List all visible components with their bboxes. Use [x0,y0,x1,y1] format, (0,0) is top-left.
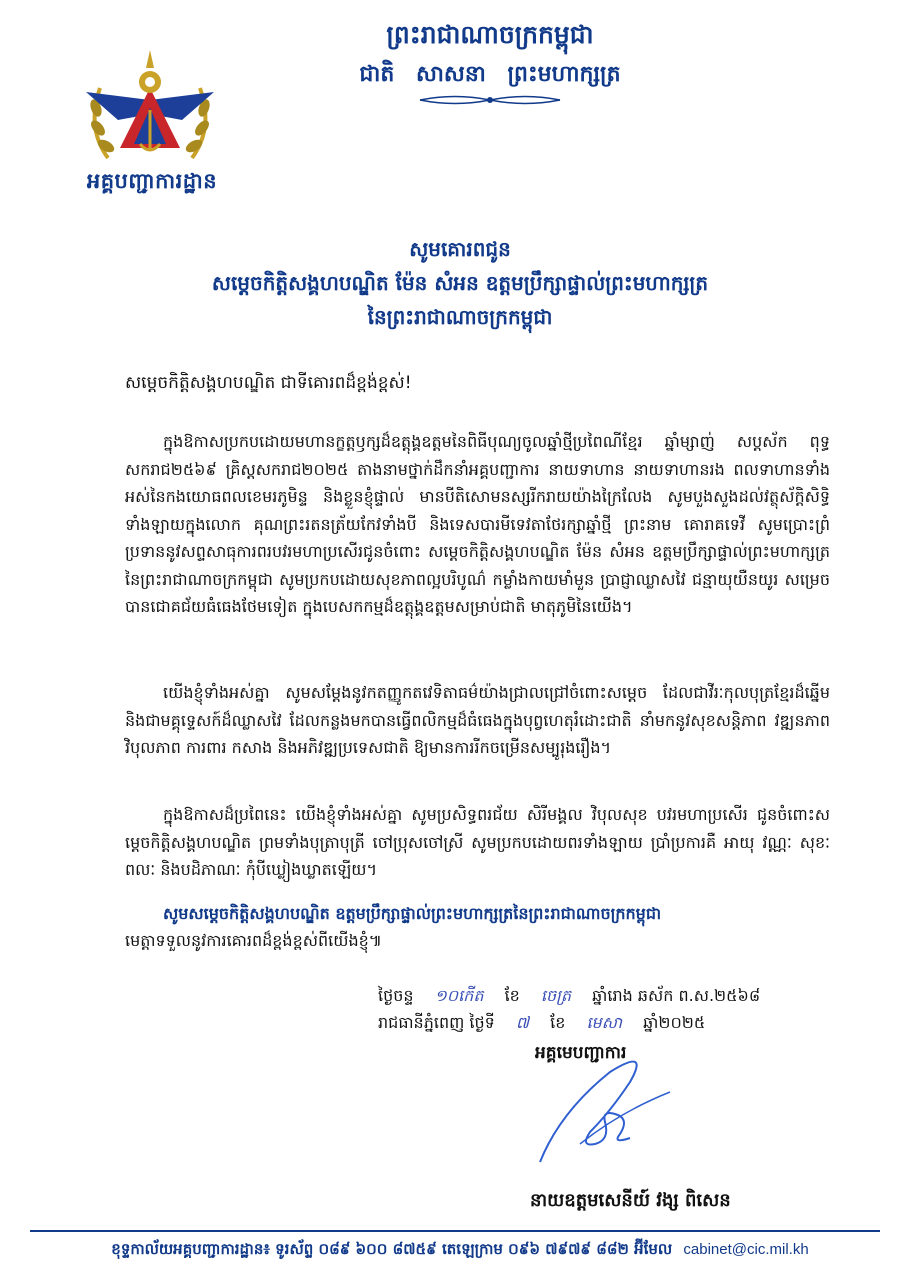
kingdom-title: ព្រះរាជាណាចក្រកម្ពុជា [386,20,594,49]
lunar-year: ឆ្នាំរោង ឆស័ក ព.ស.២៥៦៨ [592,986,761,1005]
lunar-date-line [378,985,760,1009]
body-paragraph-3: ក្នុងឱកាសដ៏ប្រពៃនេះ យើងខ្ញុំទាំងអស់គ្នា សូមប្រសិទ្ធពរជ័យ សិរីមង្គល វិបុលសុខ បវរមហាប្រសើរ ជូនចំពោះសម្តេចកិត្តិសង្គហបណ្ឌិត ព្រមទាំងបុត្រាបុត្រី ចៅប្រុសចៅស្រី សូមប្រកបដោយពរទាំងឡាយ ប្រាំប្រការគឺ អាយុ វណ្ណៈ សុខៈ ពលៈ និងបដិភាណៈ កុំបីឃ្លៀងឃ្លាតឡើយ។ [125,805,830,879]
solar-date-line [378,1012,705,1036]
lunar-day: ១០កើត [434,986,484,1005]
footer-contact [40,1240,880,1262]
body-paragraph-2: យើងខ្ញុំទាំងអស់គ្នា សូមសម្តែងនូវកតញ្ញូកតវេទិតាធម៌យ៉ាងជ្រាលជ្រៅចំពោះសម្តេច ដែលជាវីរៈកុលបុត្រខ្មែរដ៏ឆ្នើម និងជាមគ្គុទ្ទេសក៍ដ៏ឈ្លាសវៃ ដែលកន្លងមកបានធ្វើពលិកម្មដ៏ធំធេងក្នុងបុព្វហេតុរំដោះជាតិ នាំមកនូវសុខសន្តិភាព វឌ្ឍនភាព វិបុលភាព ការពារ កសាង និងអភិវឌ្ឍប្រទេសជាតិ ឱ្យមានការរីកចម្រើនសម្បូរុងរឿង។ [125,683,830,757]
body-paragraph-1: ក្នុងឱកាសប្រកបដោយមហានក្ខត្តឫក្សដ៏ឧត្តុង្គឧត្តមនៃពិធីបុណ្យចូលឆ្នាំថ្មីប្រពៃណីខ្មែរ ឆ្នាំម្សាញ់ សប្តស័ក ពុទ្ធសករាជ២៥៦៩ គ្រិស្តសករាជ២០២៥ តាងនាមថ្នាក់ដឹកនាំអគ្គបញ្ជាការ នាយទាហាន នាយទាហានរង ពលទាហានទាំងអស់នៃកងយោធពលខេមរភូមិន្ទ និងខ្លួនខ្ញុំផ្ទាល់ មានបីតិសោមនស្សរីករាយយ៉ាងក្រៃលែង សូមបួងសួងដល់វត្ថុស័ក្តិសិទ្ធិទាំងឡាយក្នុងលោក គុណព្រះរតនត្រ័យកែវទាំងបី និងទេសបារមីទេវតាថែរក្សាឆ្នាំថ្មី ព្រះនាម គោរាគទេវី សូមប្រោះព្រំប្រទាននូវសព្ទសាធុការពរបវរមហាប្រសើរជូនចំពោះ សម្តេចកិត្តិសង្គហបណ្ឌិត ម៉ែន សំអន ឧត្តមប្រឹក្សាផ្ទាល់ព្រះមហាក្សត្រនៃព្រះរាជាណាចក្រកម្ពុជា សូមប្រកបដោយសុខភាពល្អបរិបូណ៌ កម្លាំងកាយមាំមួន ប្រាជ្ញាឈ្លាសវៃ ជន្មាយុយឺនយូរ សម្រេចបានជោគជ័យធំធេងថែមទៀត ក្នុងបេសកកម្មដ៏ឧត្តុង្គឧត្តមសម្រាប់ជាតិ មាតុភូមិនៃយើង។ [125,432,830,616]
military-emblem-icon [78,48,222,168]
closing-line-1: សូមសម្តេចកិត្តិសង្គហបណ្ឌិត ឧត្តមប្រឹក្សាផ្ទាល់ព្រះមហាក្សត្រនៃព្រះរាជាណាចក្រកម្ពុជា [163,904,662,923]
closing-line-2: មេត្តាទទួលនូវការគោរពដ៏ខ្ពង់ខ្ពស់ពីយើងខ្ញុំ៕ [125,931,383,950]
signer-name: នាយឧត្តមសេនីយ៍ វង្ស ពិសេន [530,1190,731,1211]
salutation: សម្តេចកិត្តិសង្គហបណ្ឌិត ជាទីគោរពដ៏ខ្ពង់ខ្ពស់! [125,373,412,393]
signer-title: អគ្គមេបញ្ជាការ [535,1043,627,1063]
solar-month-label: ខែ [550,1013,566,1032]
recipient-affiliation: នៃព្រះរាជាណាចក្រកម្ពុជា [367,305,553,329]
divider-ornament-icon [415,93,565,107]
day-label: ថ្ងៃចន្ទ [378,986,414,1005]
recipient-greeting: សូមគោរពជូន [409,237,511,261]
month-label: ខែ [504,986,520,1005]
footer-divider [30,1230,880,1232]
footer-contact-text: ខុទ្ទកាល័យអគ្គបញ្ជាការដ្ឋាន៖ ទូរស័ព្ទ ០៨៩ ៦០០ ៨៧៥៩ តេឡេក្រាម ០៩៦ ៧៩៧៩ ៨៨២ អ៊ីមែល [111,1240,673,1258]
solar-year: ឆ្នាំ២០២៥ [643,1013,706,1032]
recipient-name: សម្តេចកិត្តិសង្គហបណ្ឌិត ម៉ែន សំអន ឧត្តមប្រឹក្សាផ្ទាល់ព្រះមហាក្សត្រ [211,271,709,295]
national-motto: ជាតិ សាសនា ព្រះមហាក្សត្រ [359,62,621,87]
lunar-month: ចេត្រ [540,986,572,1005]
organization-name: អគ្គបញ្ជាការដ្ឋាន [86,169,218,193]
solar-month: មេសា [586,1013,622,1032]
solar-day: ៧ [515,1013,530,1032]
footer-email: cabinet@cic.mil.kh [683,1241,809,1258]
handwritten-signature [520,1052,700,1172]
place-label: រាជធានីភ្នំពេញ ថ្ងៃទី [378,1013,495,1032]
